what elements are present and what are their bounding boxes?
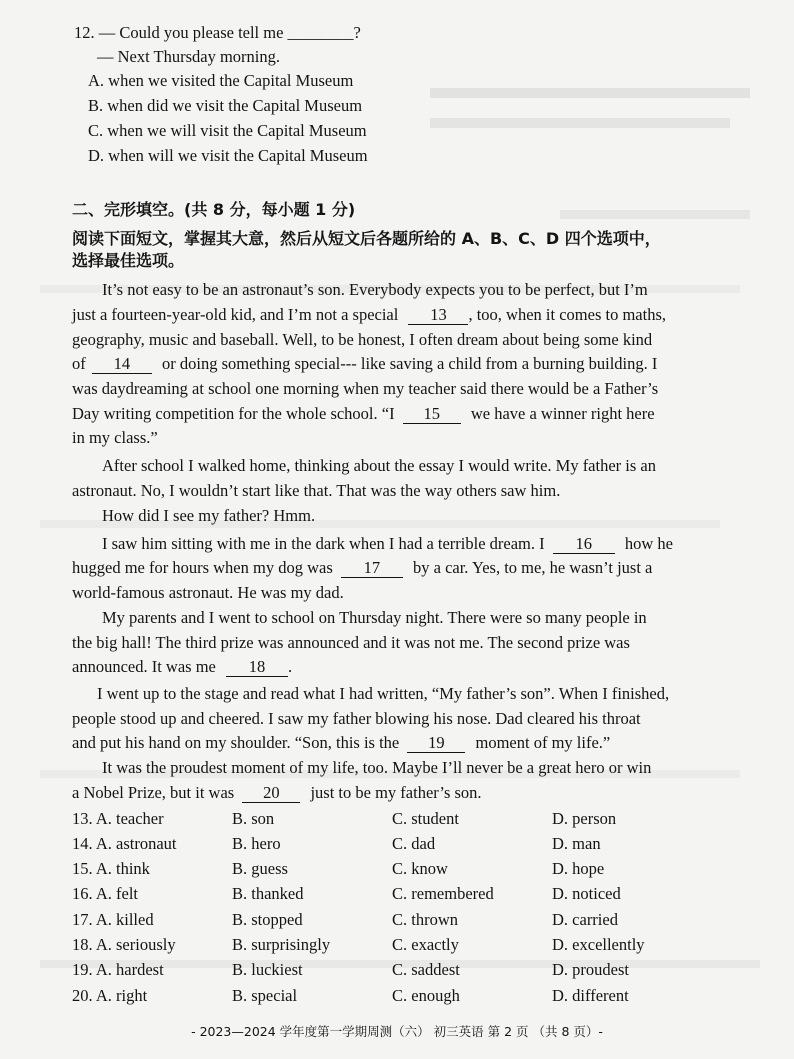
passage-text: moment of my life.” [475,733,611,752]
option-13-b: B. son [232,809,275,828]
passage-line [102,533,673,555]
passage-line: It’s not easy to be an astronaut’s son. Everybody expects you to be perfect, but I’m [102,280,648,299]
passage-text: . [288,657,293,676]
option-16-d: D. noticed [552,884,621,903]
passage-text: just to be my father’s son. [310,783,482,802]
option-18-a: 18. A. seriously [72,935,176,954]
q12-option-d: D. when will we visit the Capital Museum [88,146,368,165]
passage-line: astronaut. No, I wouldn’t start like that. That was the way others saw him. [72,481,561,500]
passage-text: Day writing competition for the whole school. “I [72,404,395,423]
option-18-b: B. surprisingly [232,935,331,954]
passage-text: and put his hand on my shoulder. “Son, this is the [72,733,400,752]
section-instruction-line1: 阅读下面短文，掌握其大意，然后从短文后各题所给的 A、B、C、D 四个选项中， [72,229,661,248]
q12-option-c: C. when we will visit the Capital Museum [88,121,367,140]
option-15-a: 15. A. think [72,859,150,878]
blank-14: 14 [92,355,152,374]
passage-line [72,732,610,754]
passage-line: the big hall! The third prize was announced and it was not me. The second prize was [72,633,630,652]
option-15-d: D. hope [552,859,605,878]
passage-text: by a car. Yes, to me, he wasn’t just a [413,558,653,577]
page-footer: - 2023—2024 学年度第一学期周测（六） 初三英语 第 2 页 （共 8 页）- [191,1024,603,1039]
passage-line [72,304,666,326]
passage-text: just a fourteen-year-old kid, and I’m not a special [72,305,399,324]
passage-text: hugged me for hours when my dog was [72,558,333,577]
option-16-c: C. remembered [392,884,494,903]
option-16-a: 16. A. felt [72,884,138,903]
option-17-b: B. stopped [232,910,303,929]
passage-line [72,403,655,425]
option-17-a: 17. A. killed [72,910,154,929]
passage-line [72,782,482,804]
option-13-c: C. student [392,809,459,828]
passage-text: , too, when it comes to maths, [468,305,666,324]
blank-13: 13 [408,306,468,325]
section-title: 二、完形填空。(共 8 分，每小题 1 分) [72,200,356,219]
option-20-a: 20. A. right [72,986,148,1005]
passage-text: how he [624,534,673,553]
option-14-d: D. man [552,834,601,853]
option-19-d: D. proudest [552,960,629,979]
q12-reply: — Next Thursday morning. [97,47,281,66]
q12-option-b: B. when did we visit the Capital Museum [88,96,363,115]
option-18-d: D. excellently [552,935,645,954]
option-20-b: B. special [232,986,298,1005]
passage-line: in my class.” [72,428,158,447]
passage-line: people stood up and cheered. I saw my father blowing his nose. Dad cleared his throat [72,709,641,728]
passage-line: geography, music and baseball. Well, to be honest, I often dream about being some kind [72,330,653,349]
passage-line: world-famous astronaut. He was my dad. [72,583,344,602]
option-16-b: B. thanked [232,884,304,903]
passage-line: I went up to the stage and read what I had written, “My father’s son”. When I finished, [97,684,670,703]
option-13-d: D. person [552,809,617,828]
passage-text: I saw him sitting with me in the dark when I had a terrible dream. I [102,534,545,553]
passage-text: a Nobel Prize, but it was [72,783,235,802]
option-19-a: 19. A. hardest [72,960,164,979]
blank-17: 17 [341,559,403,578]
blank-19: 19 [407,734,465,753]
passage-text: or doing something special--- like saving a child from a burning building. I [162,354,658,373]
passage-line [72,656,292,678]
option-19-b: B. luckiest [232,960,303,979]
blank-15: 15 [403,405,461,424]
q12-stem: 12. — Could you please tell me ________? [74,23,361,42]
blank-20: 20 [242,784,300,803]
blank-16: 16 [553,535,615,554]
option-19-c: C. saddest [392,960,460,979]
option-15-c: C. know [392,859,448,878]
passage-line: How did I see my father? Hmm. [102,506,316,525]
passage-line: was daydreaming at school one morning when my teacher said there would be a Father’s [72,379,659,398]
passage-text: we have a winner right here [470,404,655,423]
blank-18: 18 [226,658,288,677]
option-18-c: C. exactly [392,935,459,954]
option-20-c: C. enough [392,986,460,1005]
option-14-b: B. hero [232,834,281,853]
passage-line: After school I walked home, thinking about the essay I would write. My father is an [102,456,656,475]
q12-option-a: A. when we visited the Capital Museum [88,71,354,90]
option-13-a: 13. A. teacher [72,809,164,828]
passage-line [72,557,652,579]
passage-line: My parents and I went to school on Thursday night. There were so many people in [102,608,647,627]
option-17-d: D. carried [552,910,618,929]
option-20-d: D. different [552,986,629,1005]
option-14-c: C. dad [392,834,436,853]
passage-line [72,353,657,375]
passage-text: of [72,354,86,373]
section-instruction-line2: 选择最佳选项。 [72,251,185,270]
passage-line: It was the proudest moment of my life, too. Maybe I’ll never be a great hero or win [102,758,652,777]
option-15-b: B. guess [232,859,288,878]
passage-text: announced. It was me [72,657,216,676]
option-17-c: C. thrown [392,910,458,929]
option-14-a: 14. A. astronaut [72,834,177,853]
